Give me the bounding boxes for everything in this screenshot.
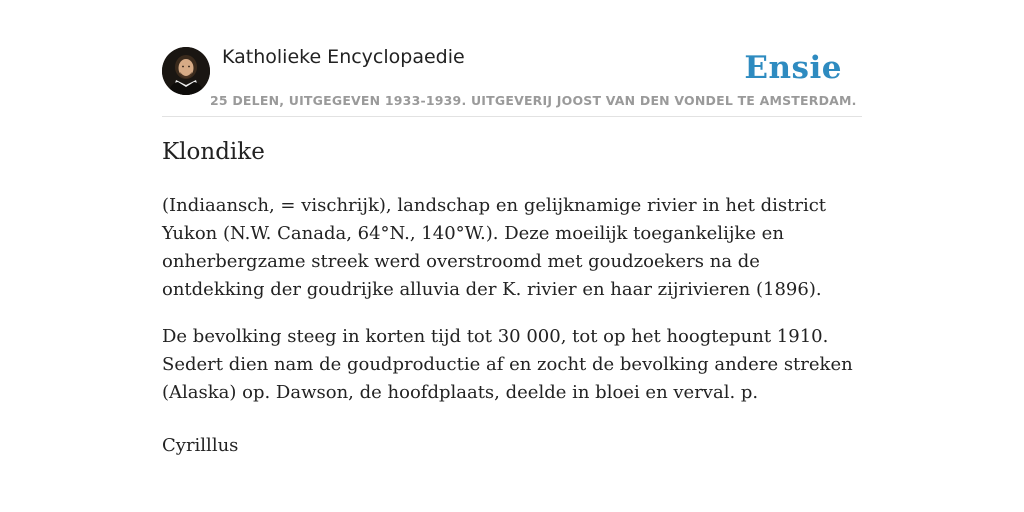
entry-title: Klondike (162, 139, 265, 165)
entry-paragraph: De bevolking steeg in korten tijd tot 30 000, tot op het hoogtepunt 1910. Sedert dien nam de goudproductie af en zocht de bevolking andere streken (Alaska) op. Dawson, de hoofdplaats, deelde in bloei en verval. p. (162, 326, 853, 403)
entry-author: Cyrilllus (162, 435, 239, 456)
publication-title: Katholieke Encyclopaedie (222, 46, 465, 68)
entry-body (162, 192, 862, 426)
ensie-logo[interactable]: Ensie (744, 50, 842, 86)
publication-subtitle: 25 DELEN, UITGEGEVEN 1933-1939. UITGEVERIJ JOOST VAN DEN VONDEL TE AMSTERDAM. (210, 93, 857, 108)
header (162, 0, 862, 117)
entry-paragraph: (Indiaansch, = vischrijk), landschap en gelijknamige rivier in het district Yukon (N.W. Canada, 64°N., 140°W.). Deze moeilijk toegankelijke en onherbergzame streek werd overstroomd met goudzoekers na de ontdekking der goudrijke alluvia der K. rivier en haar zijrivieren (1896). (162, 195, 827, 300)
page (162, 0, 862, 456)
portrait-avatar-icon[interactable] (162, 47, 210, 95)
